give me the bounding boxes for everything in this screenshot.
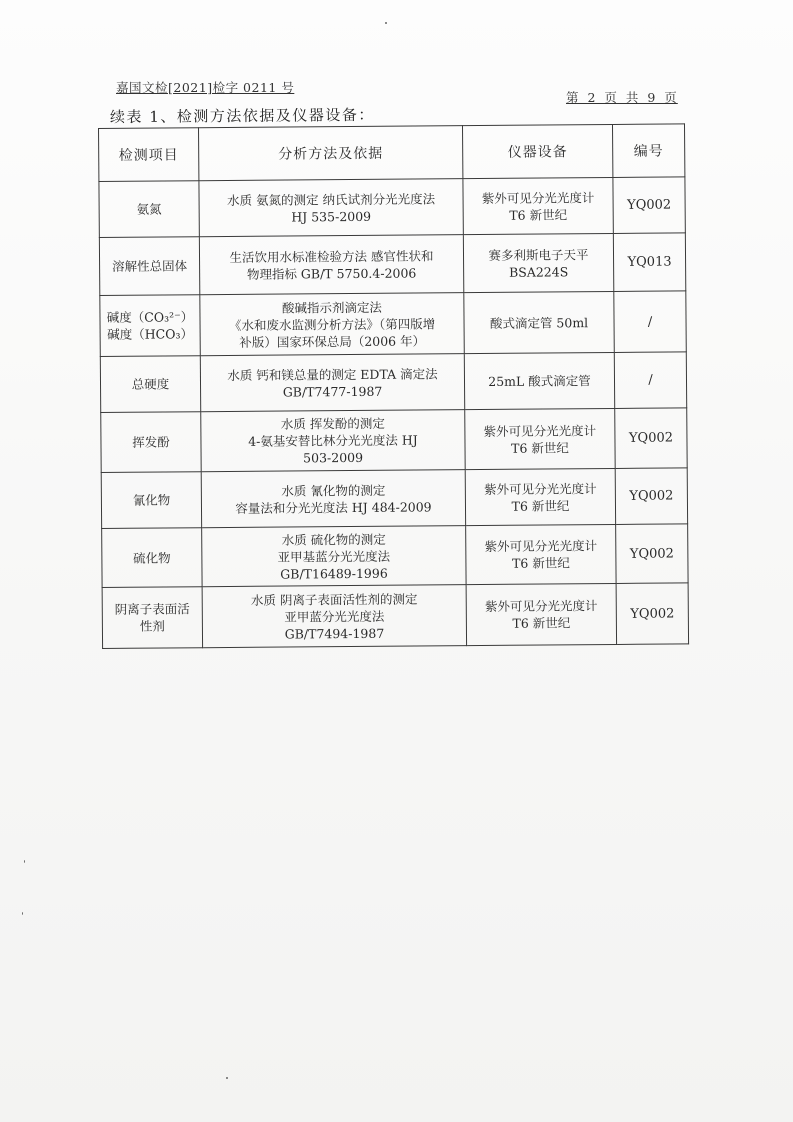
cell-instrument: 紫外可见分光光度计 T6 新世纪 bbox=[465, 408, 615, 469]
table-row bbox=[100, 291, 686, 357]
table-row bbox=[102, 583, 688, 649]
page-indicator: 第 2 页 共 9 页 bbox=[566, 90, 678, 105]
header-instrument: 仪器设备 bbox=[462, 124, 612, 178]
scan-speck bbox=[385, 22, 387, 24]
scan-speck bbox=[226, 1077, 228, 1079]
cell-item: 阴离子表面活 性剂 bbox=[102, 587, 202, 649]
table-row bbox=[99, 177, 685, 238]
cell-method: 水质 钙和镁总量的测定 EDTA 滴定法 GB/T7477-1987 bbox=[200, 354, 464, 412]
cell-instrument: 酸式滴定管 50ml bbox=[464, 291, 614, 353]
methods-table-container bbox=[98, 123, 688, 649]
scan-speck bbox=[24, 860, 25, 863]
scan-speck bbox=[22, 912, 23, 915]
cell-code: YQ002 bbox=[616, 583, 688, 645]
cell-item: 氨氮 bbox=[99, 181, 199, 238]
cell-instrument: 紫外可见分光光度计 T6 新世纪 bbox=[466, 524, 616, 584]
cell-method: 水质 阴离子表面活性剂的测定 亚甲蓝分光光度法 GB/T7494-1987 bbox=[202, 585, 466, 648]
cell-code: / bbox=[614, 291, 686, 353]
cell-method: 水质 氨氮的测定 纳氏试剂分光光度法 HJ 535-2009 bbox=[199, 179, 463, 237]
cell-code: YQ002 bbox=[615, 408, 687, 469]
table-header-row bbox=[99, 124, 685, 182]
header-item: 检测项目 bbox=[99, 128, 199, 182]
cell-item: 溶解性总固体 bbox=[99, 237, 199, 296]
table-row bbox=[100, 352, 686, 413]
cell-item: 硫化物 bbox=[102, 528, 202, 588]
cell-method: 水质 挥发酚的测定 4-氨基安替比林分光光度法 HJ 503-2009 bbox=[201, 410, 465, 472]
cell-instrument: 赛多利斯电子天平 BSA224S bbox=[463, 233, 613, 292]
cell-method: 水质 硫化物的测定 亚甲基蓝分光光度法 GB/T16489-1996 bbox=[202, 526, 466, 587]
header-method: 分析方法及依据 bbox=[199, 126, 463, 181]
table-row bbox=[99, 233, 685, 296]
header-code: 编号 bbox=[612, 124, 684, 178]
cell-instrument: 紫外可见分光光度计 T6 新世纪 bbox=[465, 468, 615, 525]
cell-instrument: 紫外可见分光光度计 T6 新世纪 bbox=[463, 177, 613, 234]
table-subtitle: 续表 1、检测方法依据及仪器设备： bbox=[109, 105, 375, 127]
table-row bbox=[101, 468, 687, 529]
methods-table bbox=[98, 123, 689, 649]
cell-item: 碱度（CO₃²⁻） 碱度（HCO₃） bbox=[100, 295, 200, 357]
cell-code: YQ002 bbox=[613, 177, 685, 234]
cell-instrument: 紫外可见分光光度计 T6 新世纪 bbox=[466, 583, 616, 645]
cell-method: 生活饮用水标准检验方法 感官性状和 物理指标 GB/T 5750.4-2006 bbox=[199, 235, 463, 295]
table-row bbox=[102, 524, 688, 588]
cell-item: 总硬度 bbox=[100, 356, 200, 413]
cell-code: YQ013 bbox=[613, 233, 685, 292]
cell-code: / bbox=[614, 352, 686, 409]
cell-code: YQ002 bbox=[615, 468, 687, 525]
document-number: 嘉国文检[2021]检字 0211 号 bbox=[116, 80, 295, 95]
cell-method: 水质 氰化物的测定 容量法和分光光度法 HJ 484-2009 bbox=[201, 470, 465, 528]
cell-instrument: 25mL 酸式滴定管 bbox=[464, 352, 614, 409]
cell-item: 挥发酚 bbox=[101, 412, 201, 473]
cell-item: 氰化物 bbox=[101, 472, 201, 529]
cell-method: 酸碱指示剂滴定法 《水和废水监测分析方法》（第四版增 补版）国家环保总局（2006 年） bbox=[200, 293, 464, 356]
cell-code: YQ002 bbox=[616, 524, 688, 584]
table-row bbox=[101, 408, 687, 473]
